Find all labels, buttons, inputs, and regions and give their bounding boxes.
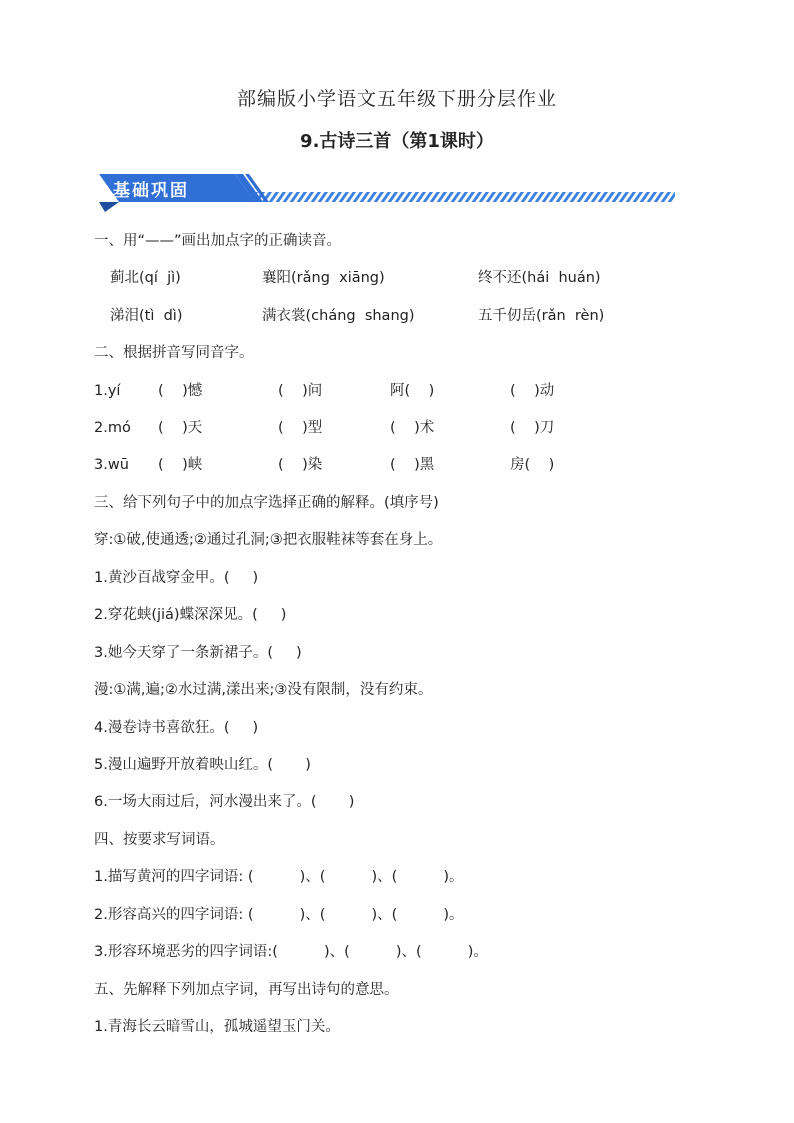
q3-sentence[interactable]: 1.黄沙百战穿金甲。( ) [94,570,259,586]
q3-definition-man: 漫:①满,遍;②水过满,漾出来;③没有限制，没有约束。 [94,682,433,698]
q2-blank[interactable]: ( )黑 [390,457,435,473]
q2-blank[interactable]: ( )憾 [158,383,203,399]
q2-blank[interactable]: ( )天 [158,420,203,436]
q2-pinyin: 1.yí [94,383,121,399]
q2-blank[interactable]: ( )刀 [510,420,555,436]
q3-sentence[interactable]: 6.一场大雨过后，河水漫出来了。( ) [94,794,355,810]
q1-item: 终不还(hái huán) [478,270,601,286]
q1-item: 襄阳(rǎng xiāng) [262,270,385,286]
q1-item: 五千仞岳(rǎn rèn) [478,308,605,324]
q1-item: 满衣裳(cháng shang) [262,308,415,324]
q2-blank[interactable]: 房( ) [510,457,555,473]
q3-sentence[interactable]: 4.漫卷诗书喜欲狂。( ) [94,720,259,736]
lesson-subtitle: 9.古诗三首（第1课时） [300,131,494,152]
q3-sentence[interactable]: 5.漫山遍野开放着映山红。( ) [94,757,311,773]
q3-sentence[interactable]: 3.她今天穿了一条新裙子。( ) [94,645,302,661]
q2-blank[interactable]: ( )术 [390,420,435,436]
q1-item: 涕泪(tì dì) [110,308,183,324]
banner-label: 基础巩固 [113,181,189,201]
q4-row[interactable]: 2.形容高兴的四字词语: ( )、( )、( )。 [94,907,464,923]
q2-blank[interactable]: ( )问 [278,383,323,399]
q2-blank[interactable]: ( )峡 [158,457,203,473]
section-banner [95,170,677,214]
q3-heading: 三、给下列句子中的加点字选择正确的解释。(填序号) [94,495,439,511]
q5-poem-line: 1.青海长云暗雪山，孤城遥望玉门关。 [94,1019,340,1035]
q2-blank[interactable]: ( )动 [510,383,555,399]
q5-heading: 五、先解释下列加点字词，再写出诗句的意思。 [94,982,399,998]
document-title: 部编版小学语文五年级下册分层作业 [236,88,557,110]
q2-blank[interactable]: 阿( ) [390,383,435,399]
q2-blank[interactable]: ( )型 [278,420,323,436]
q4-heading: 四、按要求写词语。 [94,832,225,848]
q3-definition-chuan: 穿:①破,使通透;②通过孔洞;③把衣服鞋袜等套在身上。 [94,532,443,548]
q1-heading: 一、用“——”画出加点字的正确读音。 [94,233,342,249]
q3-sentence[interactable]: 2.穿花蛱(jiá)蝶深深见。( ) [94,607,287,623]
q2-blank[interactable]: ( )染 [278,457,323,473]
q4-row[interactable]: 3.形容环境恶劣的四字词语:( )、( )、( )。 [94,944,488,960]
q1-item: 蓟北(qí jì) [110,270,181,286]
q4-row[interactable]: 1.描写黄河的四字词语: ( )、( )、( )。 [94,869,464,885]
q2-pinyin: 2.mó [94,420,131,436]
q2-heading: 二、根据拼音写同音字。 [94,345,254,361]
q2-pinyin: 3.wū [94,457,129,473]
